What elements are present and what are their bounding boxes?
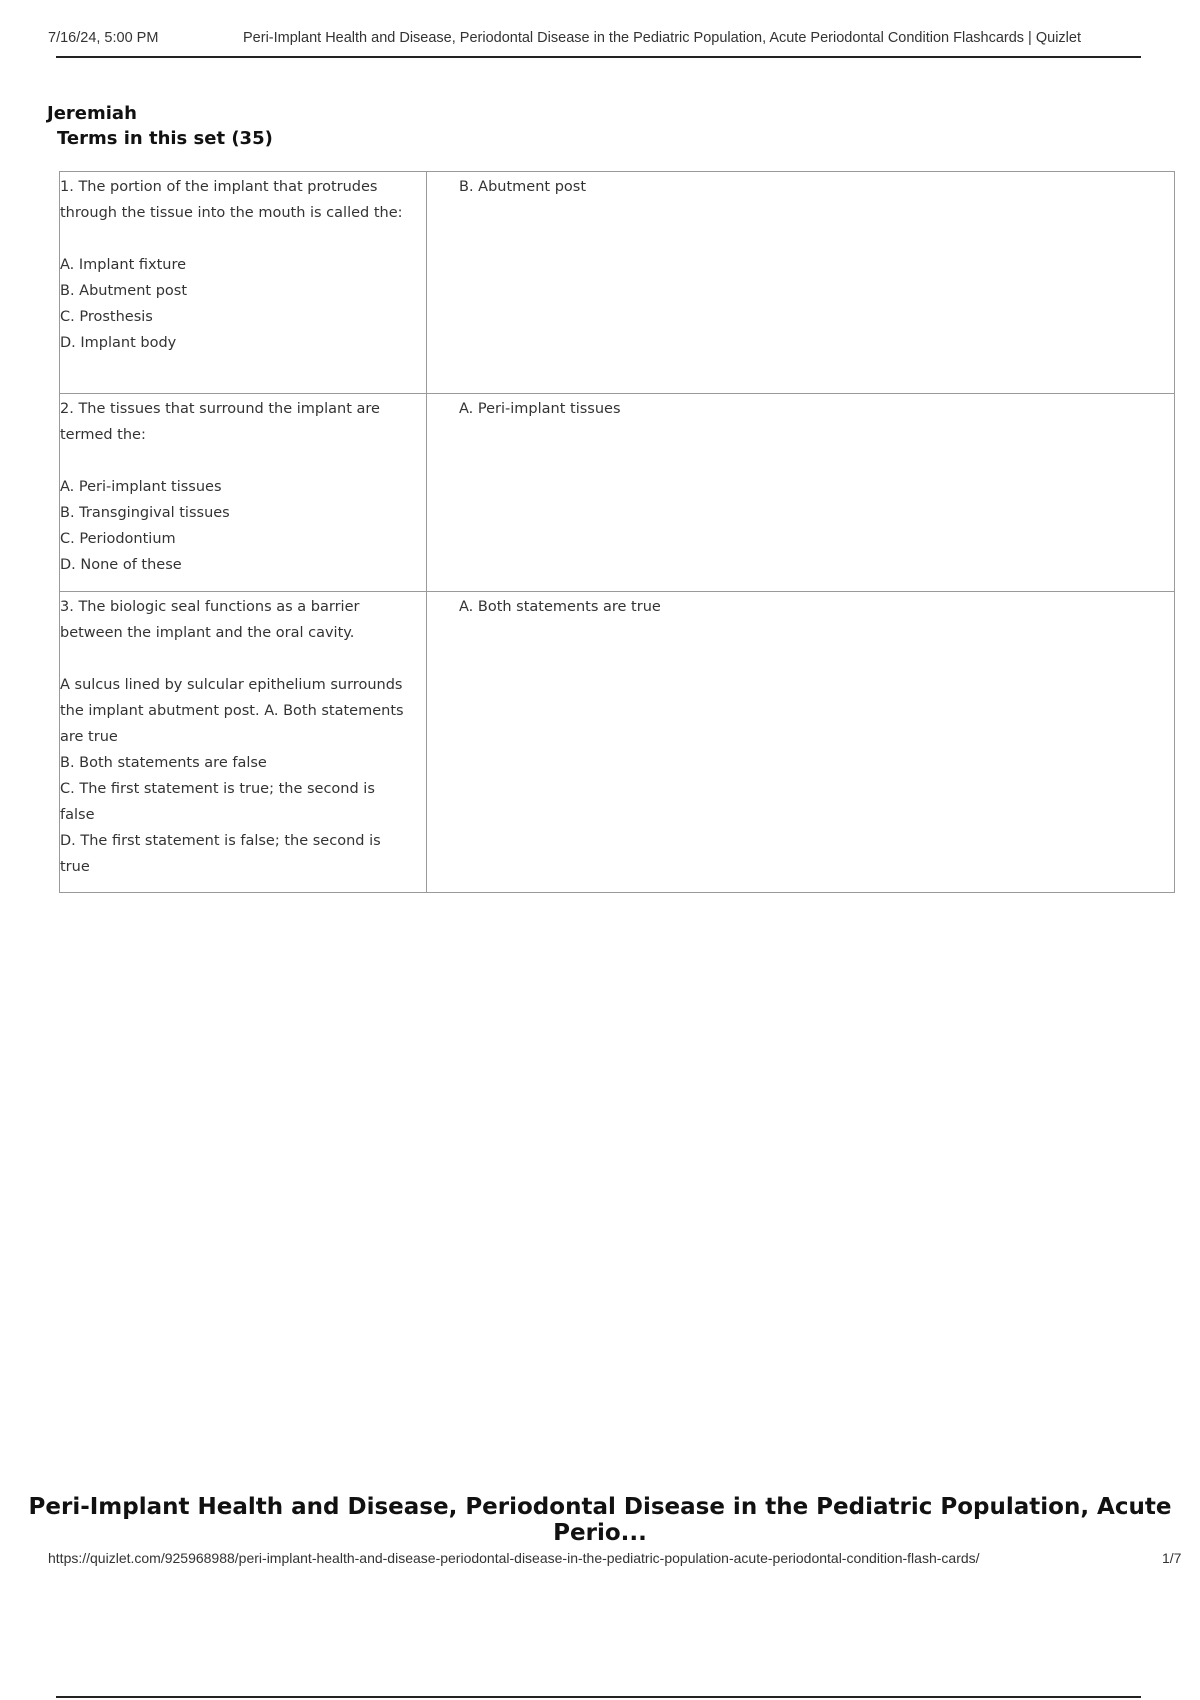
table-row: [60, 394, 1175, 592]
card-term: 2. The tissues that surround the implant are termed the: A. Peri-implant tissues B. Transgingival tissues C. Periodontium D. None of these: [60, 394, 427, 592]
table-row: [60, 172, 1175, 394]
print-datetime: 7/16/24, 5:00 PM: [48, 30, 159, 46]
set-owner[interactable]: Jeremiah: [47, 103, 137, 124]
header-divider: [56, 56, 1141, 58]
footer-set-title: Peri-Implant Health and Disease, Periodontal Disease in the Pediatric Population, Acute Perio...: [28, 1494, 1172, 1546]
footer-url[interactable]: https://quizlet.com/925968988/peri-implant-health-and-disease-periodontal-disease-in-the-pediatric-population-acute-periodontal-condition-flash-cards/: [48, 1550, 980, 1566]
card-term: 3. The biologic seal functions as a barrier between the implant and the oral cavity. A sulcus lined by sulcular epithelium surrounds the implant abutment post. A. Both statements are true B. Both statements are false C. The first statement is true; the second is false D. The first statement is false; the second is true: [60, 592, 427, 893]
card-definition: B. Abutment post: [427, 172, 1175, 394]
print-page-title: Peri-Implant Health and Disease, Periodontal Disease in the Pediatric Population, Acute Periodontal Condition Flashcards | Quizlet: [243, 30, 1081, 46]
flashcard-table: [59, 171, 1175, 893]
terms-heading: Terms in this set (35): [57, 128, 273, 149]
table-row: [60, 592, 1175, 893]
card-term: 1. The portion of the implant that protrudes through the tissue into the mouth is called the: A. Implant fixture B. Abutment post C. Prosthesis D. Implant body: [60, 172, 427, 394]
footer-divider: [56, 1696, 1141, 1698]
card-definition: A. Both statements are true: [427, 592, 1175, 893]
page-number: 1/7: [1162, 1550, 1182, 1566]
card-definition: A. Peri-implant tissues: [427, 394, 1175, 592]
